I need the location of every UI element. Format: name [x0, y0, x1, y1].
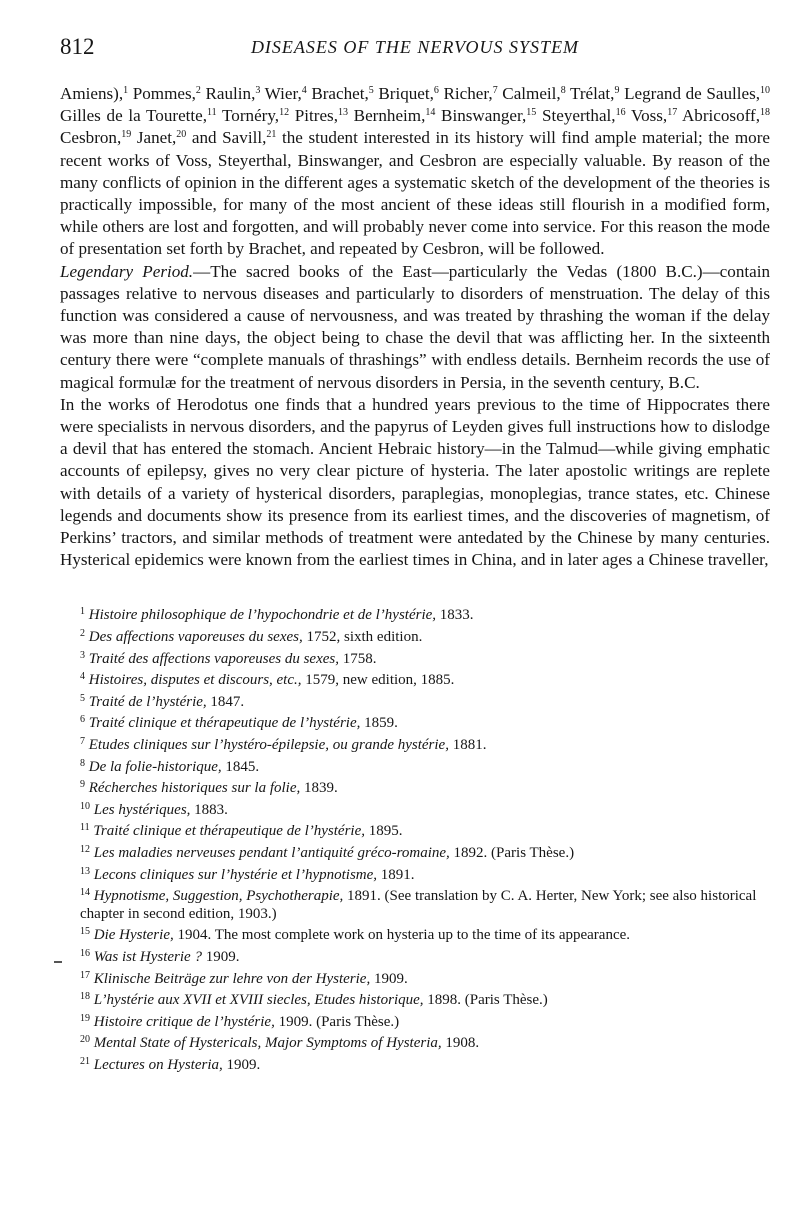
author-name: Voss, — [625, 106, 668, 126]
body-text — [60, 83, 770, 571]
book-page — [60, 34, 770, 1075]
footnote — [60, 603, 770, 625]
footnote-ref[interactable]: 14 — [425, 107, 436, 119]
footnote-number: 4 — [80, 671, 85, 683]
footnote-detail: 1891. (See translation by C. A. Herter, New York; see also historical chapter in second edition, 1903.) — [80, 888, 757, 922]
footnote-detail: 1847. — [206, 693, 245, 710]
footnote-number: 11 — [80, 822, 90, 834]
footnote-title: Les maladies nerveuses pendant l’antiquité gréco-romaine, — [90, 845, 450, 861]
footnote-title: Mental State of Hystericals, Major Symptoms of Hysteria, — [90, 1035, 442, 1052]
author-name: Janet, — [131, 128, 177, 148]
footnote-title: De la folie-historique, — [85, 758, 222, 775]
author-name: Raulin, — [200, 84, 256, 103]
footnote-number: 2 — [80, 628, 85, 640]
footnote-number: 19 — [80, 1012, 90, 1024]
footnote-detail: 1898. (Paris Thèse.) — [423, 992, 548, 1009]
footnote-ref[interactable]: 4 — [301, 85, 307, 96]
herodotus-paragraph: In the works of Herodotus one finds that a hundred years previous to the time of Hippocrates there were specialists in nervous disorders, and the papyrus of Leyden gives full instructions how to dislodge a devil that has entered the stomach. Ancient Hebraic history—in the Talmud—while giving emphatic accounts of epilepsy, gives no very clear picture of hysteria. The later apostolic writings are replete with details of a variety of hysterical disorders, paraplegias, monoplegias, trance states, etc. Chinese legends and documents show its presence from its earliest times, and the discoveries of magnetism, of Perkins’ tractors, and similar methods of treatment were antedated by the Chinese by many centuries. Hysterical epidemics were known from the earliest times in China, and in later ages a Chinese traveller, — [60, 394, 770, 570]
footnote — [60, 988, 770, 1010]
footnote-ref[interactable]: 1 — [123, 85, 129, 96]
footnote-ref[interactable]: 9 — [614, 85, 620, 96]
author-name: Legrand de Saulles, — [619, 84, 760, 103]
footnote-detail: 1904. The most complete work on hysteria up to the time of its appearance. — [173, 927, 631, 944]
footnote-ref[interactable]: 7 — [492, 85, 498, 96]
footnote — [60, 1053, 770, 1075]
footnote-detail: 1892. (Paris Thèse.) — [449, 845, 575, 861]
footnote-number: 21 — [80, 1055, 90, 1067]
legendary-text: —The sacred books of the East—particularly the Vedas (1800 B.C.)—contain passages relative to nervous diseases and particularly to disorders of menstruation. The delay of this function was considered a cause of nervousness, and was treated by thrashing the woman if the delay was more than nine days, the object being to chase the devil that was afflicting her. In the sixteenth century there were “complete manuals of thrashings” with endless details. Bernheim records the use of magical formulæ for the treatment of nervous disorders in Persia, in the seventh century, B.C. — [60, 261, 770, 392]
footnote-detail: 1758. — [339, 650, 377, 667]
footnote-title: Etudes cliniques sur l’hystéro-épilepsie, ou grande hystérie, — [85, 737, 449, 754]
footnote-ref[interactable]: 21 — [266, 129, 277, 141]
intro-paragraph — [60, 83, 770, 261]
footnote — [60, 711, 770, 733]
footnote-ref[interactable]: 13 — [337, 107, 348, 119]
footnote-ref[interactable]: 8 — [560, 85, 566, 96]
footnote-detail: 1909. — [370, 970, 408, 987]
author-name: Bernheim, — [347, 106, 426, 126]
section-heading: Legendary Period. — [60, 261, 194, 281]
author-name: Tornéry, — [216, 106, 280, 126]
author-name: Richer, — [438, 84, 493, 103]
footnote-ref[interactable]: 19 — [121, 129, 132, 141]
footnote-detail: 1908. — [441, 1035, 480, 1052]
footnote — [60, 1031, 770, 1053]
footnote — [60, 668, 770, 690]
footnote-number: 17 — [80, 969, 90, 981]
footnote-number: 20 — [80, 1034, 90, 1046]
footnote-number: 14 — [80, 887, 90, 899]
footnote-detail: 1909. (Paris Thèse.) — [274, 1013, 400, 1030]
footnote — [60, 923, 770, 945]
footnote — [60, 863, 770, 885]
author-name: Abricosoff, — [677, 106, 760, 126]
footnote-detail: 1845. — [221, 758, 260, 775]
footnote-detail: 1891. — [377, 866, 415, 883]
footnote — [60, 798, 770, 820]
footnote-ref[interactable]: 11 — [207, 107, 217, 119]
footnote-number: 18 — [80, 991, 90, 1003]
footnote-number: 3 — [80, 649, 85, 661]
footnote — [60, 647, 770, 669]
footnote — [60, 884, 770, 923]
author-name: Gilles de la Tourette, — [60, 106, 208, 126]
author-name: Pitres, — [289, 106, 338, 126]
footnote — [60, 819, 770, 841]
footnote-detail: 1909. — [222, 1056, 261, 1073]
intro-rest: the student interested in its history will find ample material; the more recent works of Voss, Steyerthal, Binswanger, and Cesbron are especially valuable. By reason of the many conflicts of opinion in the different ages a systematic sketch of the development of the theories is practically impossible, for many of the most ancient of these ideas still flourish in a modified form, while others are lost and forgotten, and will probably never come into service. For this reason the mode of presentation set forth by Brachet, and repeated by Cesbron, will be followed. — [60, 128, 770, 259]
footnote-title: Histoire critique de l’hystérie, — [90, 1013, 275, 1030]
author-name: Cesbron, — [60, 128, 122, 148]
footnote-title: L’hystérie aux XVII et XVIII siecles, Etudes historique, — [90, 992, 424, 1009]
footnote-title: Récherches historiques sur la folie, — [85, 780, 301, 797]
running-head: DISEASES OF THE NERVOUS SYSTEM — [250, 37, 580, 57]
legendary-period-paragraph — [60, 261, 770, 394]
footnote-number: 7 — [80, 736, 85, 748]
footnote-detail: 1752, sixth edition. — [302, 629, 423, 646]
footnote — [60, 967, 770, 989]
footnote-number: 8 — [80, 757, 85, 769]
author-name: Calmeil, — [497, 84, 561, 103]
author-name: Wier, — [260, 84, 302, 103]
footnote-ref[interactable]: 17 — [667, 107, 678, 119]
footnotes — [60, 603, 770, 1074]
footnote — [60, 733, 770, 755]
footnote-number: 9 — [80, 779, 85, 791]
footnote — [60, 1010, 770, 1032]
footnote-number: 13 — [80, 865, 90, 877]
author-name: Trélat, — [565, 84, 615, 103]
footnote-title: Traité clinique et thérapeutique de l’hystérie, — [85, 715, 361, 732]
author-name: Brachet, — [306, 84, 369, 103]
footnote-title: Histoires, disputes et discours, etc., — [85, 672, 302, 689]
footnote-title: Les hystériques, — [90, 801, 191, 818]
footnote-detail: 1579, new edition, 1885. — [301, 672, 455, 689]
footnote-ref[interactable]: 18 — [759, 107, 770, 119]
footnote — [60, 776, 770, 798]
footnote-number: 6 — [80, 714, 85, 726]
footnote-ref[interactable]: 10 — [760, 85, 770, 96]
footnote-ref[interactable]: 20 — [176, 129, 187, 141]
footnote-title: Lecons cliniques sur l’hystérie et l’hypnotisme, — [90, 866, 378, 883]
footnote — [60, 841, 770, 863]
footnote-title: Traité des affections vaporeuses du sexes, — [85, 650, 339, 667]
author-name: Binswanger, — [435, 106, 527, 126]
footnote-number: 5 — [80, 692, 85, 704]
footnote-detail: 1881. — [448, 737, 487, 754]
footnote-title: Des affections vaporeuses du sexes, — [85, 629, 303, 646]
footnote-number: 16 — [80, 947, 90, 959]
footnote-ref[interactable]: 16 — [615, 107, 626, 119]
footnote-detail: 1909. — [201, 948, 240, 965]
footnote-detail: 1833. — [436, 607, 474, 624]
footnote-detail: 1859. — [360, 715, 398, 732]
footnote-number: 10 — [80, 800, 90, 812]
footnote — [60, 945, 770, 967]
page-header — [60, 34, 770, 68]
footnote-ref[interactable]: 6 — [433, 85, 439, 96]
footnote-ref[interactable]: 12 — [279, 107, 290, 119]
footnote-title: Traité clinique et thérapeutique de l’hystérie, — [89, 823, 365, 840]
author-name: Pommes, — [128, 84, 196, 103]
footnote-ref[interactable]: 2 — [195, 85, 201, 96]
footnote-ref[interactable]: 5 — [368, 85, 374, 96]
footnote-detail: 1839. — [300, 780, 338, 797]
margin-mark — [54, 961, 62, 963]
author-name: and Savill, — [186, 128, 267, 148]
footnote-ref[interactable]: 3 — [255, 85, 261, 96]
footnote — [60, 755, 770, 777]
footnote-number: 12 — [80, 844, 90, 855]
footnote-title: Traité de l’hystérie, — [85, 693, 207, 710]
footnote — [60, 690, 770, 712]
footnote-title: Klinische Beiträge zur lehre von der Hysterie, — [90, 970, 371, 987]
footnote — [60, 625, 770, 647]
footnote-title: Histoire philosophique de l’hypochondrie et de l’hystérie, — [85, 607, 437, 624]
author-name: Briquet, — [373, 84, 434, 103]
author-name: Amiens), — [60, 84, 124, 103]
page-number: 812 — [60, 34, 95, 59]
footnote-title: Die Hysterie, — [90, 927, 174, 944]
author-name: Steyerthal, — [536, 106, 616, 126]
footnote-number: 1 — [80, 606, 85, 618]
footnote-title: Lectures on Hysteria, — [90, 1056, 223, 1073]
footnote-title: Was ist Hysterie ? — [90, 948, 202, 965]
footnote-number: 15 — [80, 926, 90, 938]
footnote-ref[interactable]: 15 — [526, 107, 537, 119]
footnote-title: Hypnotisme, Suggestion, Psychotherapie, — [90, 888, 344, 905]
footnote-detail: 1895. — [365, 823, 403, 840]
footnote-detail: 1883. — [190, 801, 228, 818]
